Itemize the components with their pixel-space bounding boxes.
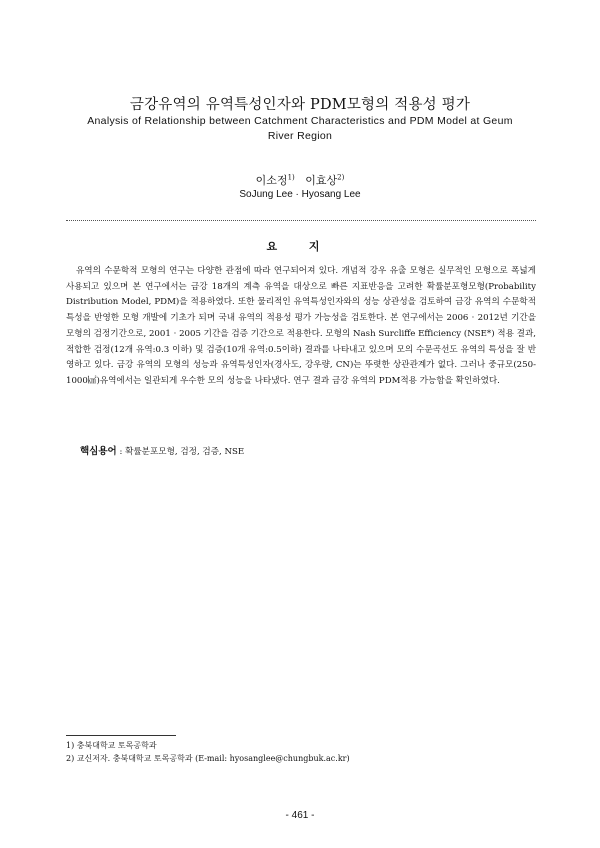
author-name: 이효상 <box>305 174 338 187</box>
authors-korean <box>0 172 600 188</box>
paper-title-korean: 금강유역의 유역특성인자와 PDM모형의 적용성 평가 <box>129 97 471 113</box>
footnote-rule <box>66 735 176 736</box>
paper-title-english: Analysis of Relationship between Catchment Characteristics and PDM Model at Geum River Region <box>87 115 513 142</box>
footnotes <box>66 739 536 765</box>
keywords-label: 핵심용어 <box>80 446 117 457</box>
abstract-body <box>66 264 536 390</box>
page-number: - 461 - <box>285 810 315 821</box>
author-footnote-mark: 1) <box>287 173 295 182</box>
author-footnote-mark: 2) <box>337 173 345 182</box>
author-name: 이소정 <box>255 174 288 187</box>
abstract-paragraph: 유역의 수문학적 모형의 연구는 다양한 관점에 따라 연구되어져 있다. 개념적 강우 유출 모형은 실무적인 모형으로 폭넓게 사용되고 있으며 본 연구에서는 금강 18개의 계측 유역을 대상으로 빠른 지표반응을 고려한 확률분포형모형(Probability Distribution Model, PDM)을 적용하였다. 또한 물리적인 유역특성인자와의 성능 상관성을 검토하여 금강 유역의 수문학적 특성을 반영한 모형 개발에 기초가 되며 국내 유역의 적용성 평가 가능성을 검토한다. 본 연구에서는 2006 · 2012년 기간을 모형의 검정기간으로, 2001 · 2005 기간을 검증 기간으로 적용한다. 모형의 Nash Surcliffe Efficiency (NSE*) 적용 결과, 적합한 검정(12개 유역:0.3 이하) 및 검증(10개 유역:0.5이하) 결과를 나타내고 있으며 모의 수문곡선도 유역의 특성을 잘 반영하고 있다. 금강 유역의 모형의 성능과 유역특성인자(경사도, 강우량, CN)는 뚜렷한 상관관계가 없다. 그러나 중규모(250-1000㎢)유역에서는 일관되게 우수한 모의 성능을 나타냈다. 연구 결과 금강 유역의 PDM적용 가능함을 확인하였다. <box>66 266 536 386</box>
authors-english: SoJung Lee · Hyosang Lee <box>239 189 361 200</box>
keywords-line <box>80 443 520 457</box>
section-divider <box>66 220 536 221</box>
keywords-text: 확률분포모형, 검정, 검증, NSE <box>125 447 245 457</box>
footnote-item: 1) 충북대학교 토목공학과 <box>66 741 157 750</box>
keywords-separator: : <box>116 447 126 457</box>
footnote-item: 2) 교신저자. 충북대학교 토목공학과 (E-mail: hyosanglee@chungbuk.ac.kr) <box>66 754 350 763</box>
abstract-heading: 요 지 <box>266 240 334 253</box>
